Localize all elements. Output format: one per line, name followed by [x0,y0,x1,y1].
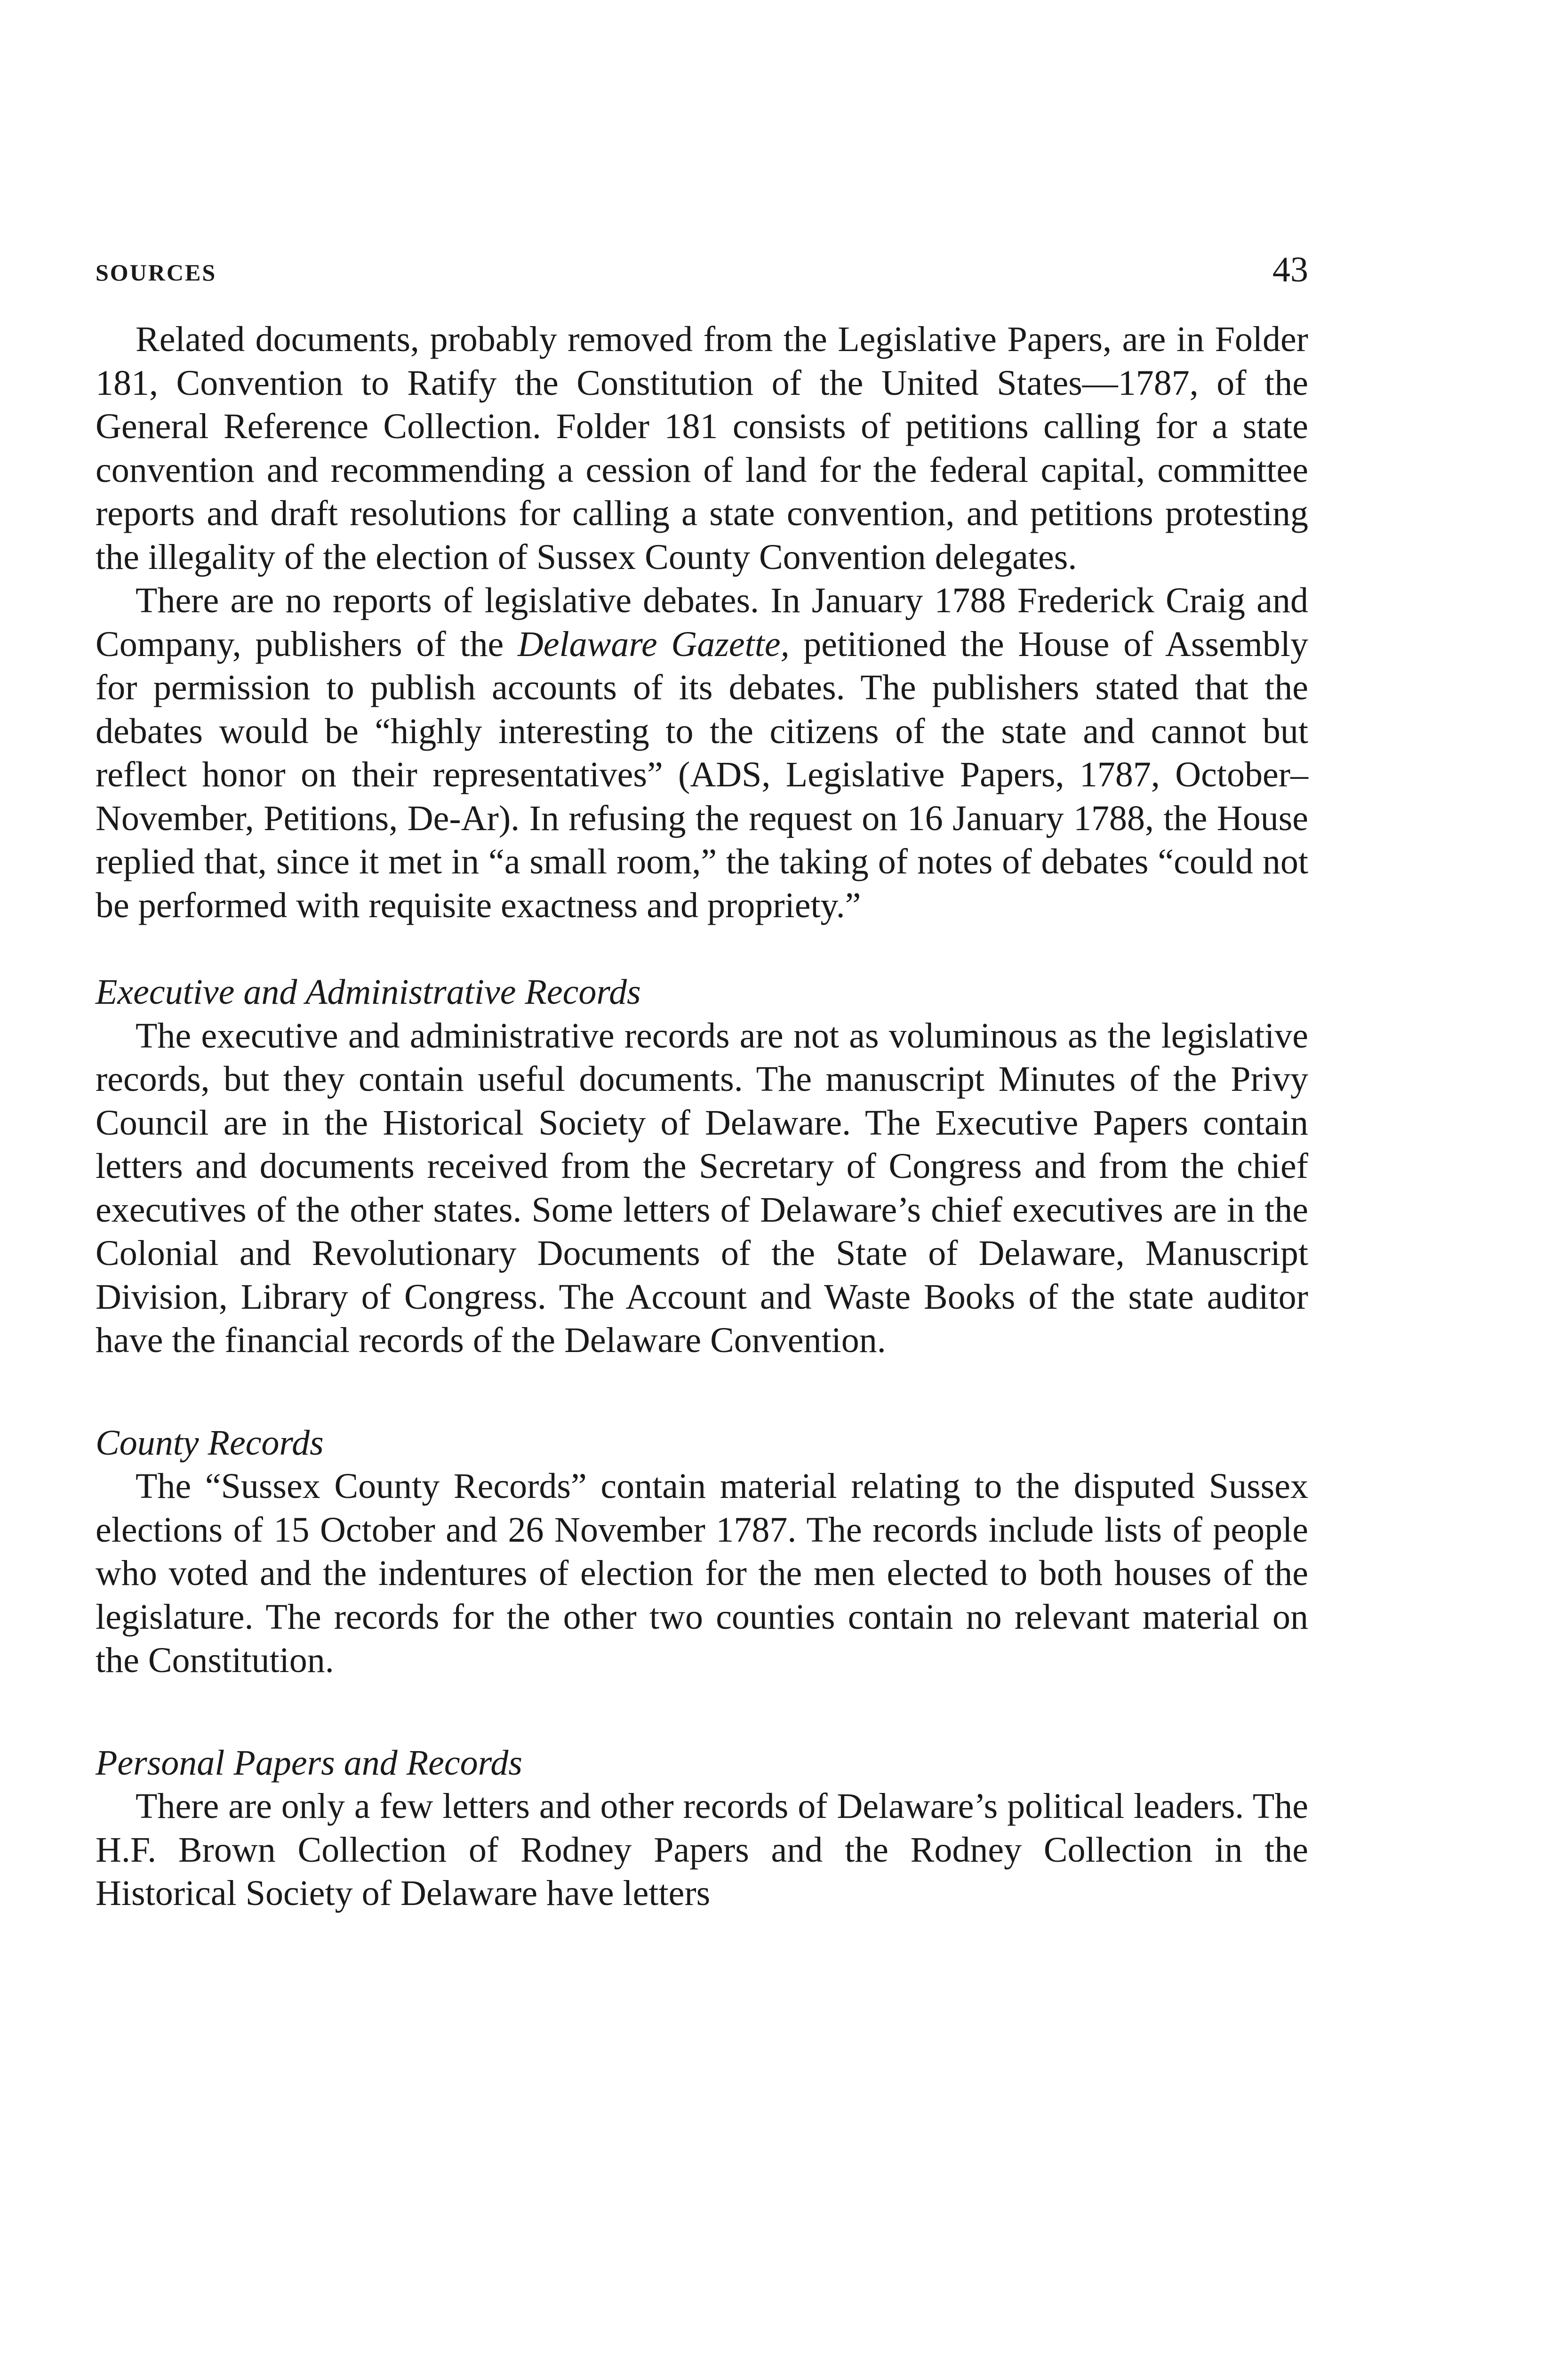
running-header [96,249,1308,292]
book-page [96,249,1308,1915]
heading-county-records: County Records [96,1423,324,1463]
running-title: SOURCES [96,259,217,286]
heading-executive-records: Executive and Administrative Records [96,972,641,1012]
page-number: 43 [1272,250,1308,289]
paragraph-text-before-italic: There are no reports of legislative debates. In January 1788 Frederick Craig and Company, publishers of the [96,581,1308,664]
paragraph-personal-papers: There are only a few letters and other records of Delaware’s political leaders. The H.F. Brown Collection of Rodney Papers and the Rodney Collection in the Historical Society of Delaware have letters [96,1786,1308,1913]
paragraph-executive-records: The executive and administrative records are not as voluminous as the legislative records, but they contain useful documents. The manuscript Minutes of the Privy Council are in the Historical Society of Delaware. The Executive Papers contain letters and documents received from the Secretary of Congress and from the chief executives of the other states. Some letters of Delaware’s chief executives are in the Colonial and Revolutionary Documents of the State of Delaware, Manuscript Division, Library of Congress. The Account and Waste Books of the state auditor have the financial records of the Delaware Convention. [96,1016,1308,1360]
paragraph-text-after-italic: petitioned the House of Assembly for permission to publish accounts of its debates. The publishers stated that the debates would be “highly interesting to the citizens of the state and cannot but reflect honor on their representatives” (ADS, Legislative Papers, 1787, October–November, Petitions, De-Ar). In refusing the request on 16 January 1788, the House replied that, since it met in “a small room,” the taking of notes of debates “could not be performed with requisite exactness and propriety.” [96,624,1308,925]
paragraph-county-records: The “Sussex County Records” contain material relating to the disputed Sussex elections of 15 October and 26 November 1787. The records include lists of people who voted and the indentures of election for the men elected to both houses of the legislature. The records for the other two counties contain no relevant material on the Constitution. [96,1466,1308,1680]
paragraph-related-documents: Related documents, probably removed from the Legislative Papers, are in Folder 181, Convention to Ratify the Constitution of the United States—1787, of the General Reference Collection. Folder 181 consists of petitions calling for a state convention and recommending a cession of land for the federal capital, committee reports and draft resolutions for calling a state convention, and petitions protesting the illegality of the election of Sussex County Convention delegates. [96,320,1308,577]
heading-personal-papers: Personal Papers and Records [96,1743,522,1783]
newspaper-title: Delaware Gazette, [517,624,790,664]
paragraph-legislative-debates [96,579,1308,927]
